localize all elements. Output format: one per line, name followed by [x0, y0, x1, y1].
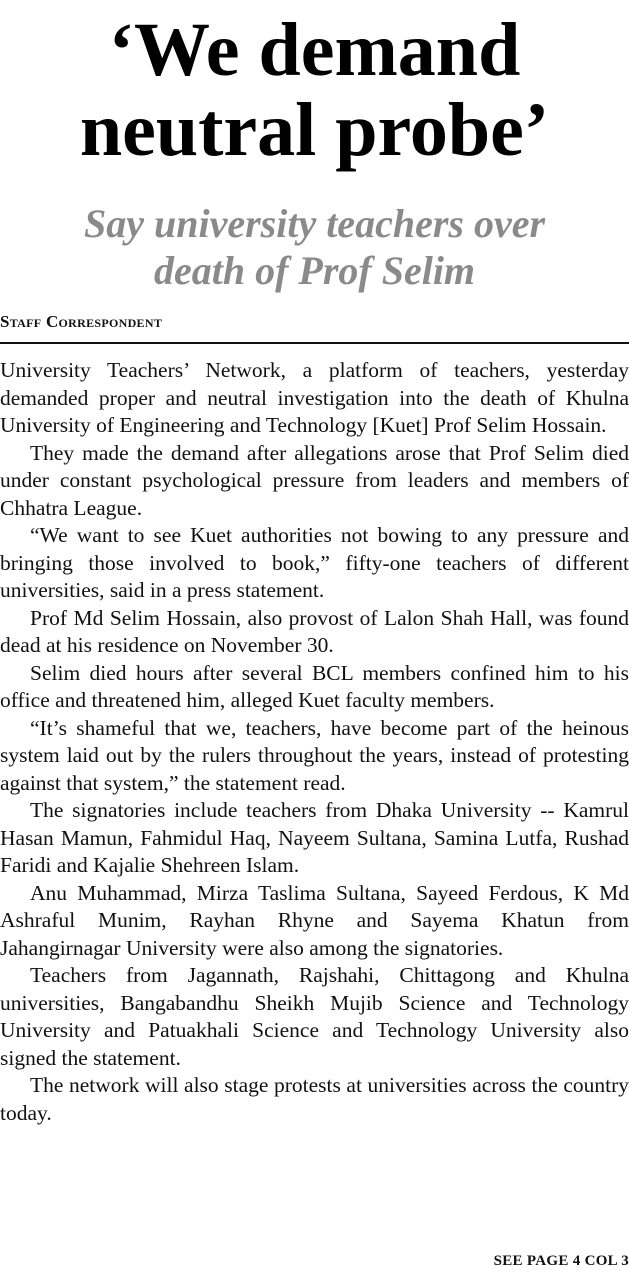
body-paragraph: The network will also stage protests at universities across the country today. [0, 1073, 629, 1125]
subheadline-line-1: Say university teachers over [83, 201, 546, 246]
body-paragraph: University Teachers’ Network, a platform of teachers, yesterday demanded proper and neutral investigation into the death of Khulna University of Engineering and Technology [Kuet] Prof Selim Hossain. [0, 358, 629, 437]
body-paragraph: Selim died hours after several BCL members confined him to his office and threatened him, alleged Kuet faculty members. [0, 660, 629, 712]
continuation-link[interactable]: SEE PAGE 4 COL 3 [493, 1253, 629, 1269]
headline [0, 10, 629, 170]
body-paragraph: “We want to see Kuet authorities not bowing to any pressure and bringing those involved to book,” fifty-one teachers of different universities, said in a press statement. [0, 523, 629, 602]
subheadline [0, 200, 629, 294]
body-paragraph: The signatories include teachers from Dhaka University -- Kamrul Hasan Mamun, Fahmidul Haq, Nayeem Sultana, Samina Lutfa, Rushad Faridi and Kajalie Shehreen Islam. [0, 798, 629, 877]
body-paragraph: “It’s shameful that we, teachers, have become part of the heinous system laid out by the rulers throughout the years, instead of protesting against that system,” the statement read. [0, 715, 629, 795]
byline-divider [0, 342, 629, 344]
body-paragraph: Teachers from Jagannath, Rajshahi, Chittagong and Khulna universities, Bangabandhu Sheikh Mujib Science and Technology University and Patuakhali Science and Technology University also signed the statement. [0, 963, 629, 1070]
body-paragraph: Prof Md Selim Hossain, also provost of Lalon Shah Hall, was found dead at his residence on November 30. [0, 605, 629, 657]
byline: Staff Correspondent [0, 312, 163, 331]
headline-line-1: ‘We demand [108, 8, 521, 92]
subheadline-line-2: death of Prof Selim [153, 248, 476, 293]
article-body [0, 357, 629, 1127]
body-paragraph: They made the demand after allegations arose that Prof Selim died under constant psychological pressure from leaders and members of Chhatra League. [0, 440, 629, 520]
body-paragraph: Anu Muhammad, Mirza Taslima Sultana, Sayeed Ferdous, K Md Ashraful Munim, Rayhan Rhyne and Sayema Khatun from Jahangirnagar University were also among the signatories. [0, 880, 629, 960]
headline-line-2: neutral probe’ [79, 88, 550, 172]
